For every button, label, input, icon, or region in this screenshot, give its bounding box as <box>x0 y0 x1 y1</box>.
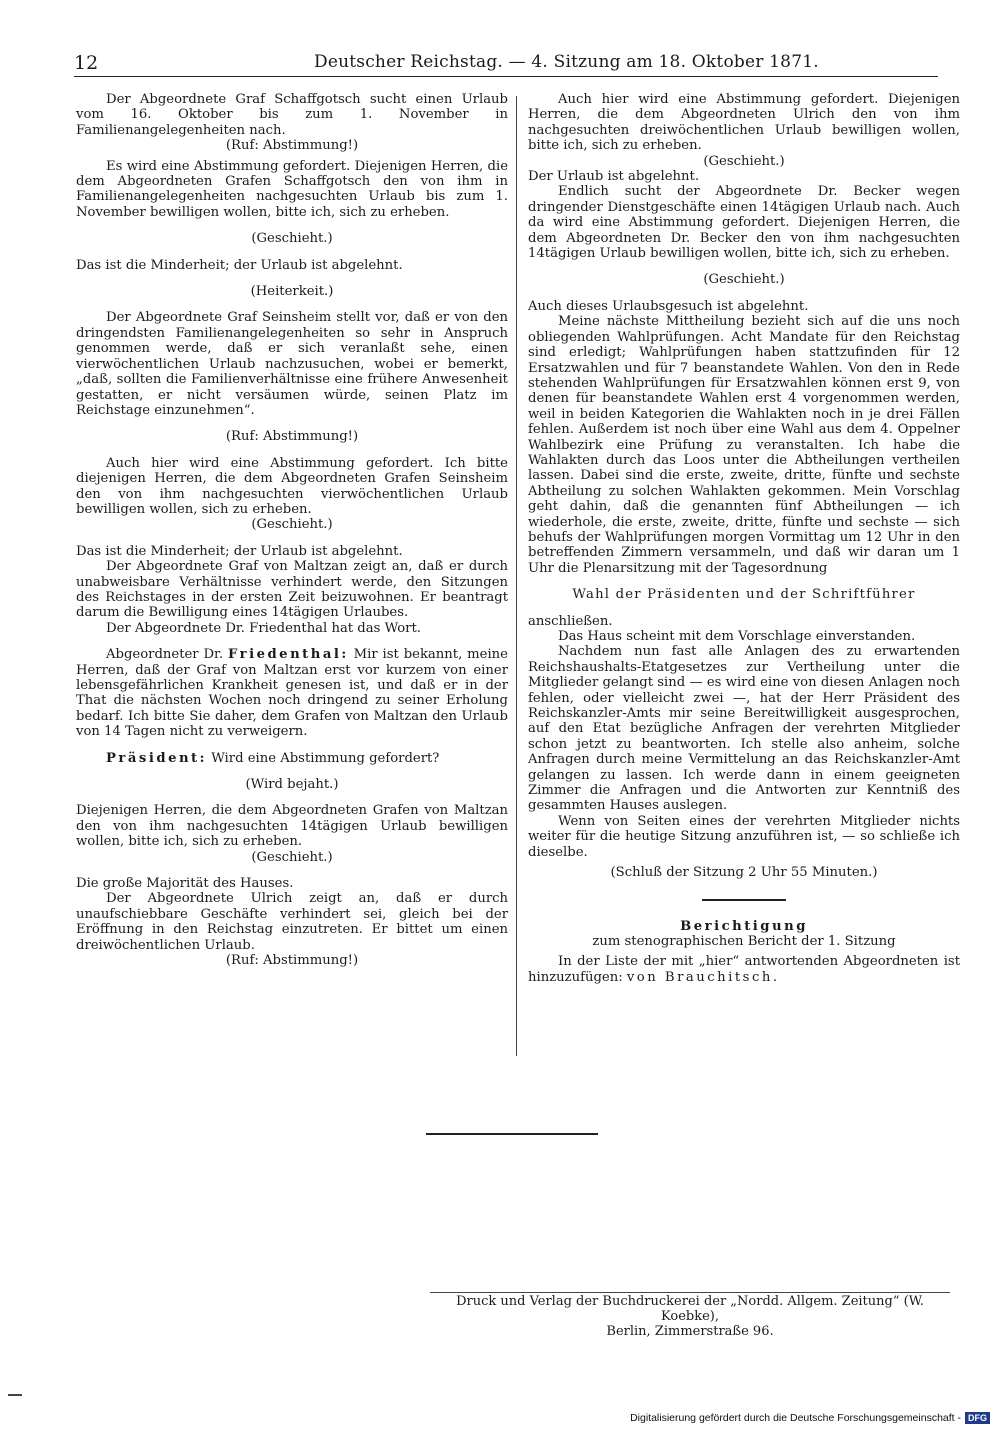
correction-text-body: In der Liste der mit „hier“ antwortenden Abgeordneten ist hinzuzufügen: <box>528 954 960 985</box>
speech-text: Mir ist bekannt, meine Herren, daß der Graf von Maltzan erst vor kurzem von einer lebensgefährlichen Krankheit genesen ist, und daß er in der That die nächsten Wochen noch dringend zu seiner Erholung bedarf. Ich bitte Sie daher, dem Grafen von Maltzan den Urlaub von 14 Tagen nicht zu verweigern. <box>76 647 508 740</box>
interjection: (Geschieht.) <box>251 517 333 533</box>
speaker-lead: Abgeordneter Dr. <box>106 647 224 663</box>
end-rule <box>426 1133 598 1135</box>
paragraph: Der Abgeordnete Graf Seinsheim stellt vor, daß er von den dringendsten Familienangelegenheiten so sehr in Anspruch genommen werde, daß er sich veranlaßt sehe, einen vierwöchentlichen Urlaub nachzusuchen, wobei er bemerkt, „daß, sollten die Familienverhältnisse eine frühere Anwesenheit gestatten, er nicht versäumen würde, seinen Platz im Reichstage einzunehmen“. <box>76 310 508 418</box>
interjection: (Ruf: Abstimmung!) <box>225 953 359 969</box>
imprint-line: Berlin, Zimmerstraße 96. <box>606 1324 774 1339</box>
speech-paragraph <box>76 751 508 766</box>
paragraph: Nachdem nun fast alle Anlagen des zu erwartenden Reichshaushalts-Etatgesetzes zur Vertheilung unter die Mitglieder gelangt sind — es wird eine von diesen Anlagen noch fehlen, oder vielleicht zwei —, hat der Herr Präsident des Reichskanzler-Amts mir seine Bereitwilligkeit ausgesprochen, auf den Etat bezügliche Anfragen der verehrten Mitglieder schon jetzt zu beantworten. Ich stelle also anheim, solche Anfragen durch meine Vermittelung an das Reichskanzler-Amt gelangen zu lassen. Ich werde dann in einem geeigneten Zimmer die Anfragen und die Antworten zur Kenntniß des gesammten Hauses auslegen. <box>528 644 960 814</box>
paragraph: Diejenigen Herren, die dem Abgeordneten Grafen von Maltzan den von ihm nachgesuchten 14tägigen Urlaub bewilligen wollen, bitte ich, sich zu erheben. <box>76 803 508 850</box>
dfg-logo: DFG <box>965 1412 990 1424</box>
imprint <box>430 1294 950 1339</box>
paragraph: Das Haus scheint mit dem Vorschlage einverstanden. <box>558 629 916 644</box>
paragraph: Auch hier wird eine Abstimmung gefordert. Diejenigen Herren, die dem Abgeordneten Ulrich den von ihm nachgesuchten dreiwöchentlichen Urlaub bewilligen wollen, bitte ich, sich zu erheben. <box>528 92 960 154</box>
paragraph: Der Abgeordnete Dr. Friedenthal hat das Wort. <box>106 620 421 636</box>
section-rule <box>702 899 786 901</box>
interjection: (Ruf: Abstimmung!) <box>225 429 359 445</box>
paragraph: Auch hier wird eine Abstimmung gefordert. Ich bitte diejenigen Herren, die dem Abgeordneten Grafen Seinsheim den von ihm nachgesuchten vierwöchentlichen Urlaub bewilligen wollen, sich zu erheben. <box>76 455 508 517</box>
paragraph: Endlich sucht der Abgeordnete Dr. Becker wegen dringender Dienstgeschäfte einen 14tägigen Urlaub nach. Auch da wird eine Abstimmung gefordert. Diejenigen Herren, die dem Abgeordneten Dr. Becker den von ihm nachgesuchten 14tägigen Urlaub bewilligen wollen, bitte ich, sich zu erheben. <box>528 184 960 262</box>
speech-paragraph <box>76 647 508 739</box>
interjection: (Geschieht.) <box>703 272 785 288</box>
interjection: (Wird bejaht.) <box>245 777 339 793</box>
agenda-heading: Wahl der Präsidenten und der Schriftführer <box>572 587 916 603</box>
correction-text <box>528 954 960 985</box>
funding-note: Digitalisierung gefördert durch die Deutsche Forschungsgemeinschaft - <box>630 1412 961 1424</box>
interjection: (Ruf: Abstimmung!) <box>225 138 359 154</box>
paragraph: Der Abgeordnete Ulrich zeigt an, daß er durch unaufschiebbare Geschäfte verhindert sei, gleich bei der Eröffnung in den Reichstag einzutreten. Er bittet um einen dreiwöchentlichen Urlaub. <box>76 891 508 953</box>
imprint-line: Druck und Verlag der Buchdruckerei der „Nordd. Allgem. Zeitung“ (W. Koebke), <box>456 1294 924 1324</box>
correction-subtitle: zum stenographischen Bericht der 1. Sitzung <box>592 933 896 949</box>
left-column <box>76 92 508 969</box>
paragraph: Das ist die Minderheit; der Urlaub ist abgelehnt. <box>76 543 403 559</box>
imprint-rule <box>430 1292 950 1293</box>
paragraph: Der Abgeordnete Graf Schaffgotsch sucht einen Urlaub vom 16. Oktober bis zum 1. November in Familienangelegenheiten nach. <box>76 92 508 138</box>
correction-title: Berichtigung <box>680 918 808 934</box>
speaker-name: Präsident: <box>106 750 208 766</box>
interjection: (Geschieht.) <box>703 153 785 169</box>
running-title: Deutscher Reichstag. — 4. Sitzung am 18. Oktober 1871. <box>314 52 819 72</box>
paragraph: Es wird eine Abstimmung gefordert. Diejenigen Herren, die dem Abgeordneten Grafen Schaffgotsch den von ihm in Familienangelegenheiten nachgesuchten Urlaub bis zum 1. November bewilligen wollen, bitte ich, sich zu erheben. <box>76 158 508 220</box>
interjection: (Heiterkeit.) <box>250 284 334 300</box>
digitization-footer <box>630 1412 990 1424</box>
speaker-name: Friedenthal: <box>227 647 349 663</box>
session-close: (Schluß der Sitzung 2 Uhr 55 Minuten.) <box>610 865 878 881</box>
interjection: (Geschieht.) <box>251 231 333 247</box>
column-divider <box>516 96 517 1056</box>
page-number: 12 <box>74 52 99 74</box>
paragraph: Der Urlaub ist abgelehnt. <box>528 169 700 185</box>
interjection: (Geschieht.) <box>251 849 333 865</box>
paragraph: Die große Majorität des Hauses. <box>76 876 294 892</box>
page-header <box>74 50 938 77</box>
paragraph: Auch dieses Urlaubsgesuch ist abgelehnt. <box>528 298 809 314</box>
paragraph: anschließen. <box>528 613 613 629</box>
right-column <box>528 92 960 985</box>
correction-name: von Brauchitsch. <box>626 969 780 985</box>
paragraph: Wenn von Seiten eines der verehrten Mitglieder nichts weiter für die heutige Sitzung anzuführen ist, — so schließe ich dieselbe. <box>528 813 960 860</box>
speech-text: Wird eine Abstimmung gefordert? <box>211 750 440 766</box>
paragraph: Meine nächste Mittheilung bezieht sich auf die uns noch obliegenden Wahlprüfungen. Acht Mandate für den Reichstag sind erledigt; Wahlprüfungen haben stattzufinden für 12 Ersatzwahlen und für 7 beanstandete Wahlen. Von den in Rede stehenden Wahlprüfungen für Ersatzwahlen können erst 9, von denen für beanstandete Wahlen erst 4 vorgenommen werden, weil in beiden Kategorien die Wahlakten noch in je drei Fällen fehlen. Außerdem ist noch über eine Wahl aus dem 4. Oppelner Wahlbezirk eine Prüfung zu veranstalten. Ich habe die Wahlakten durch das Loos unter die Abtheilungen vertheilen lassen. Dabei sind die erste, zweite, dritte, fünfte und sechste Abtheilung zu solchen Wahlakten gekommen. Mein Vorschlag geht dahin, daß die genannten fünf Abtheilungen — ich wiederhole, die erste, zweite, dritte, fünfte und sechste — sich behufs der Wahlprüfungen morgen Vormittag um 12 Uhr in den betreffenden Zimmern versammeln, und daß wir daran um 1 Uhr die Plenarsitzung mit der Tagesordnung <box>528 314 960 576</box>
scan-mark <box>8 1394 22 1396</box>
paragraph: Das ist die Minderheit; der Urlaub ist abgelehnt. <box>76 257 403 273</box>
paragraph: Der Abgeordnete Graf von Maltzan zeigt an, daß er durch unabweisbare Verhältnisse verhindert werde, den Sitzungen des Reichstages in der ersten Zeit beizuwohnen. Er beantragt darum die Bewilligung eines 14tägigen Urlaubes. <box>76 559 508 621</box>
